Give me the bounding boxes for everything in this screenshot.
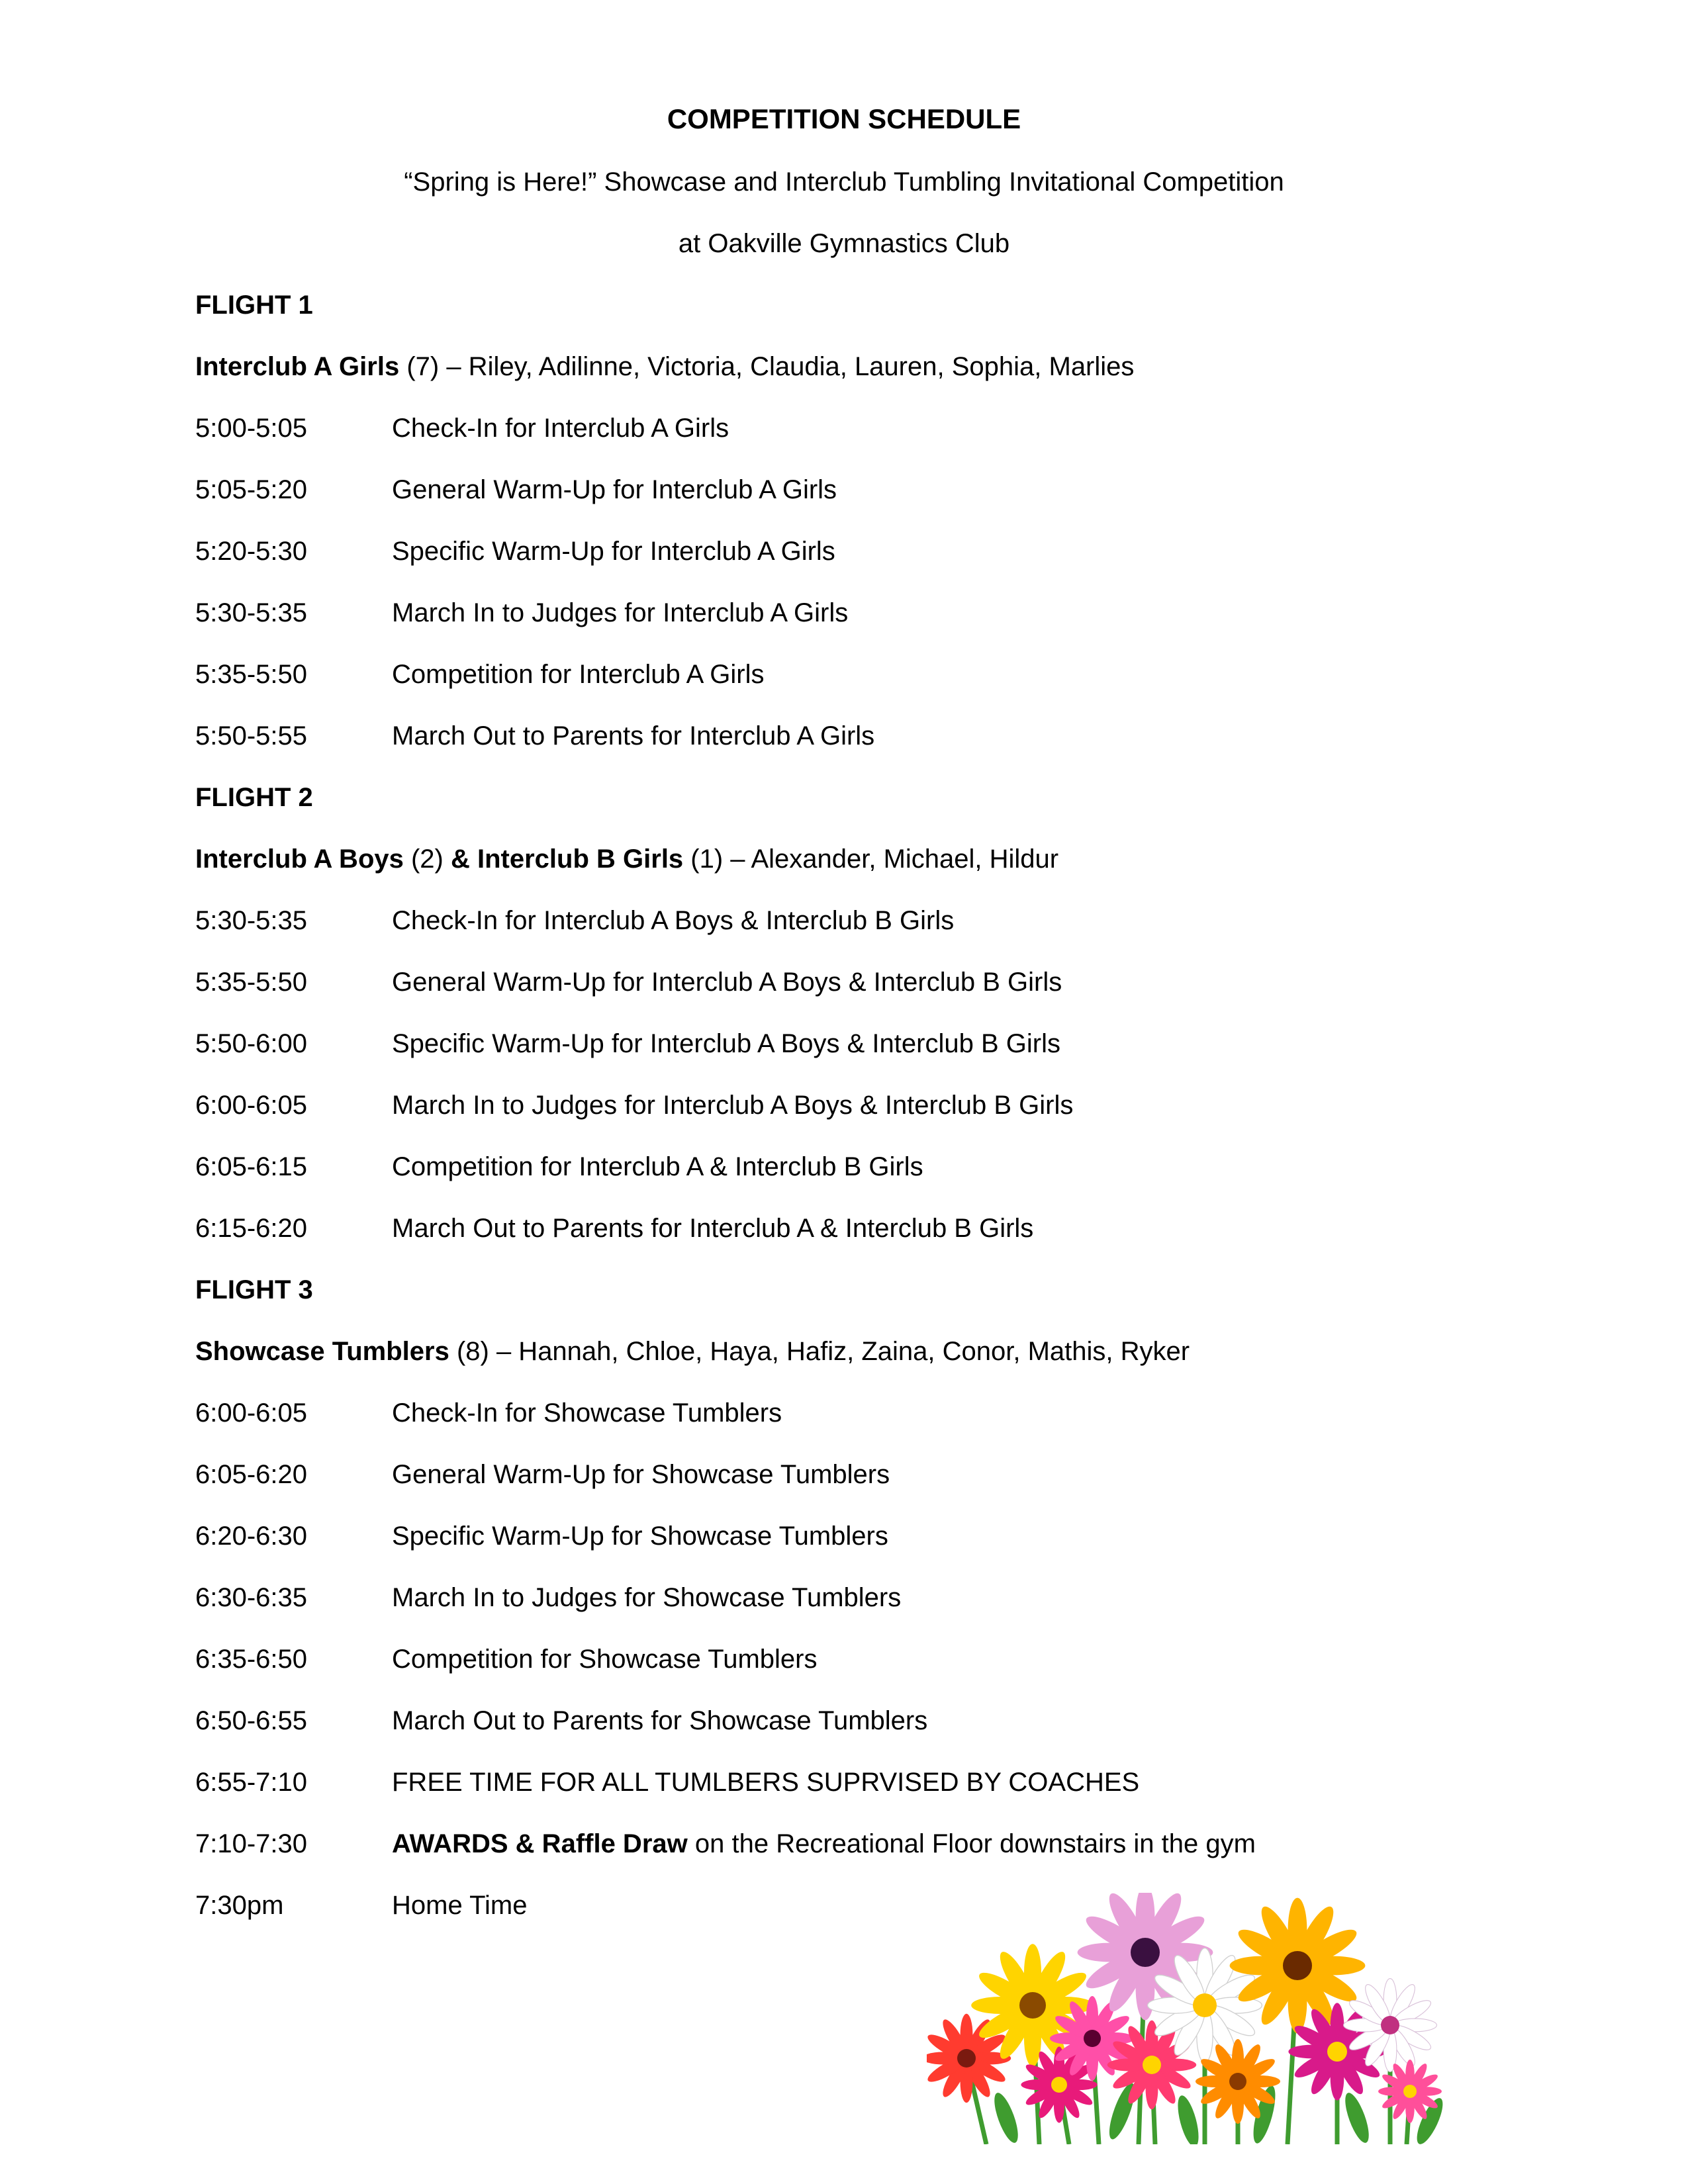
activity: Specific Warm-Up for Showcase Tumblers <box>392 1522 888 1551</box>
flight-1-group <box>195 350 1134 383</box>
schedule-row <box>195 1396 1453 1430</box>
schedule-row <box>195 658 1453 691</box>
time-slot: 5:30-5:35 <box>195 598 308 627</box>
activity: Home Time <box>392 1891 528 1920</box>
flowers-illustration-icon <box>927 1893 1589 2144</box>
schedule-row <box>195 1581 1453 1614</box>
schedule-row <box>195 1704 1453 1737</box>
page-title: COMPETITION SCHEDULE <box>667 103 1021 134</box>
flight-1-heading: FLIGHT 1 <box>195 291 313 320</box>
activity: March In to Judges for Interclub A Boys & Interclub B Girls <box>392 1091 1074 1120</box>
time-slot: 6:15-6:20 <box>195 1214 308 1243</box>
activity: General Warm-Up for Showcase Tumblers <box>392 1460 890 1489</box>
awards-location: on the Recreational Floor downstairs in the gym <box>687 1829 1256 1858</box>
flight-2-heading: FLIGHT 2 <box>195 783 313 812</box>
flight-3-group <box>195 1335 1190 1368</box>
time-slot: 5:50-6:00 <box>195 1029 308 1058</box>
activity: Specific Warm-Up for Interclub A Girls <box>392 537 835 566</box>
awards-row <box>195 1827 1453 1860</box>
awards-label: AWARDS & Raffle Draw <box>392 1829 688 1858</box>
activity: March In to Judges for Showcase Tumblers <box>392 1583 902 1612</box>
group-name: Interclub A Girls <box>195 352 400 381</box>
activity: Competition for Interclub A & Interclub B Girls <box>392 1152 923 1181</box>
schedule-row <box>195 473 1453 506</box>
time-slot: 7:30pm <box>195 1891 284 1920</box>
activity <box>392 1827 1256 1860</box>
time-slot: 5:35-5:50 <box>195 968 308 997</box>
time-slot: 6:50-6:55 <box>195 1706 308 1735</box>
time-slot: 5:20-5:30 <box>195 537 308 566</box>
activity: Specific Warm-Up for Interclub A Boys & Interclub B Girls <box>392 1029 1060 1058</box>
activity: Competition for Showcase Tumblers <box>392 1645 818 1674</box>
activity: Competition for Interclub A Girls <box>392 660 765 689</box>
time-slot: 6:20-6:30 <box>195 1522 308 1551</box>
schedule-row <box>195 1458 1453 1491</box>
activity: March Out to Parents for Interclub A Girls <box>392 721 875 751</box>
activity: General Warm-Up for Interclub A Boys & Interclub B Girls <box>392 968 1062 997</box>
flight-2-group <box>195 842 1058 876</box>
time-slot: 5:30-5:35 <box>195 906 308 935</box>
group-name: Showcase Tumblers <box>195 1337 449 1366</box>
time-slot: 6:00-6:05 <box>195 1398 308 1428</box>
time-slot: 6:00-6:05 <box>195 1091 308 1120</box>
flight-3-heading: FLIGHT 3 <box>195 1275 313 1304</box>
schedule-row <box>195 1027 1453 1060</box>
schedule-row <box>195 966 1453 999</box>
venue-line: at Oakville Gymnastics Club <box>678 229 1010 258</box>
time-slot: 5:00-5:05 <box>195 414 308 443</box>
time-slot: 6:30-6:35 <box>195 1583 308 1612</box>
schedule-row <box>195 1150 1453 1183</box>
schedule-row <box>195 412 1453 445</box>
schedule-row <box>195 596 1453 629</box>
activity: FREE TIME FOR ALL TUMLBERS SUPRVISED BY COACHES <box>392 1768 1140 1797</box>
group-name: & Interclub B Girls <box>451 844 684 874</box>
group-roster: (1) – Alexander, Michael, Hildur <box>683 844 1059 874</box>
schedule-row <box>195 1212 1453 1245</box>
schedule-row <box>195 535 1453 568</box>
activity: Check-In for Interclub A Boys & Interclub B Girls <box>392 906 955 935</box>
schedule-row <box>195 1089 1453 1122</box>
time-slot: 6:55-7:10 <box>195 1768 308 1797</box>
time-slot: 6:05-6:20 <box>195 1460 308 1489</box>
activity: Check-In for Interclub A Girls <box>392 414 729 443</box>
page-subtitle: “Spring is Here!” Showcase and Interclub Tumbling Invitational Competition <box>404 167 1284 197</box>
schedule-row <box>195 1643 1453 1676</box>
schedule-row <box>195 1520 1453 1553</box>
schedule-row <box>195 904 1453 937</box>
time-slot: 5:35-5:50 <box>195 660 308 689</box>
group-name: Interclub A Boys <box>195 844 404 874</box>
schedule-row <box>195 1766 1453 1799</box>
time-slot: 7:10-7:30 <box>195 1829 308 1858</box>
activity: General Warm-Up for Interclub A Girls <box>392 475 837 504</box>
time-slot: 5:50-5:55 <box>195 721 308 751</box>
time-slot: 5:05-5:20 <box>195 475 308 504</box>
activity: March In to Judges for Interclub A Girls <box>392 598 849 627</box>
schedule-row <box>195 719 1453 752</box>
group-count: (2) <box>403 844 451 874</box>
activity: March Out to Parents for Interclub A & Interclub B Girls <box>392 1214 1034 1243</box>
group-roster: (7) – Riley, Adilinne, Victoria, Claudia, Lauren, Sophia, Marlies <box>399 352 1135 381</box>
activity: Check-In for Showcase Tumblers <box>392 1398 782 1428</box>
time-slot: 6:05-6:15 <box>195 1152 308 1181</box>
group-roster: (8) – Hannah, Chloe, Haya, Hafiz, Zaina, Conor, Mathis, Ryker <box>449 1337 1190 1366</box>
activity: March Out to Parents for Showcase Tumblers <box>392 1706 928 1735</box>
time-slot: 6:35-6:50 <box>195 1645 308 1674</box>
